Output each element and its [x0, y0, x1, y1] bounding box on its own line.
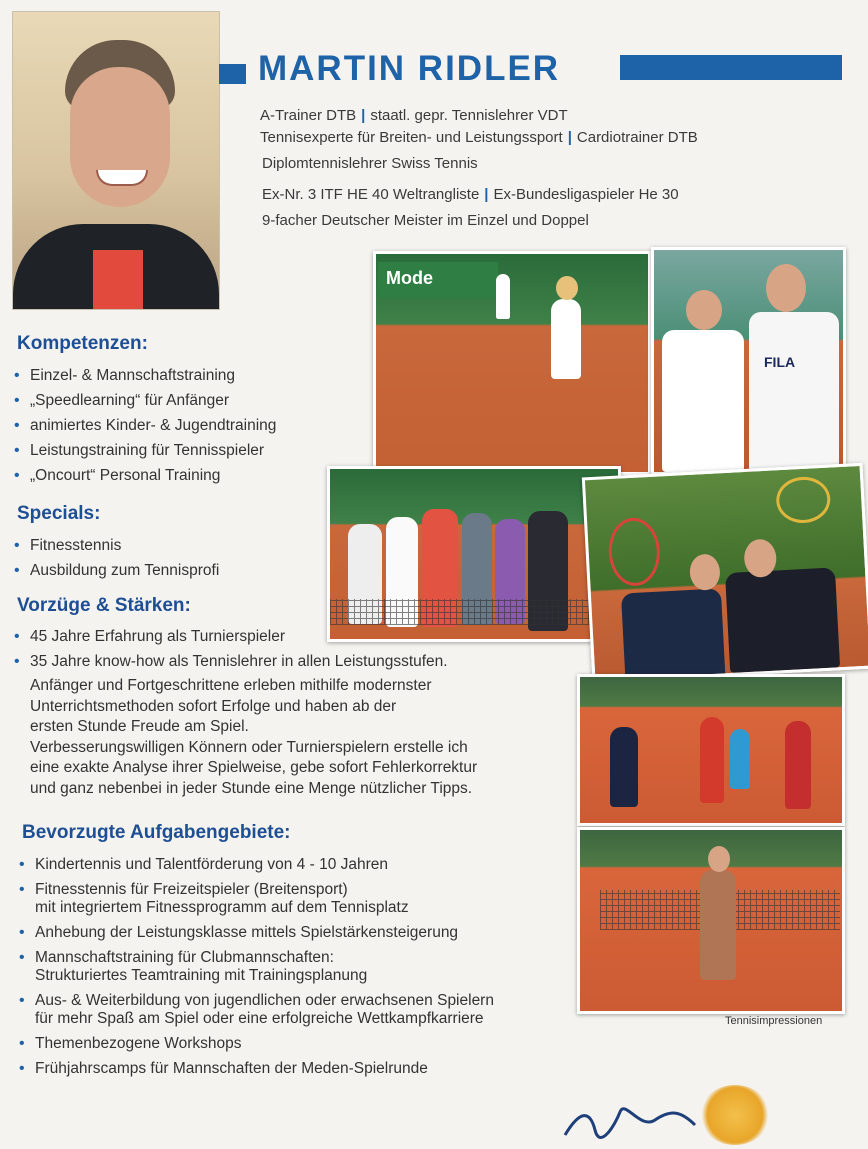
photo-match-play	[373, 251, 651, 475]
photo-group	[327, 466, 621, 642]
list-item: • Aus- & Weiterbildung von jugendlichen oder erwachsenen Spielern für mehr Spaß am Spiel oder eine erfolgreiche Wettkampfkarriere	[17, 992, 494, 1028]
photo-fitness-training	[577, 827, 845, 1014]
kompetenzen-list	[12, 367, 276, 492]
signature-graphic	[560, 1100, 700, 1149]
specials-list	[12, 537, 219, 587]
aufgaben-title: Bevorzugte Aufgabengebiete:	[22, 822, 291, 843]
list-item: • animiertes Kinder- & Jugendtraining	[12, 417, 276, 435]
list-item: • Anhebung der Leistungsklasse mittels Spielstärkensteigerung	[17, 924, 494, 942]
credential-line-3: Diplomtennislehrer Swiss Tennis	[262, 155, 478, 172]
photo-raised-rackets	[582, 463, 868, 683]
list-item: • Kindertennis und Talentförderung von 4 - 10 Jahren	[17, 856, 494, 874]
list-item: • Fitnesstennis	[12, 537, 219, 555]
list-item: • Fitnesstennis für Freizeitspieler (Breitensport) mit integriertem Fitnessprogramm auf dem Tennisplatz	[17, 881, 494, 917]
credential-line-2: Tennisexperte für Breiten- und Leistungssport | Cardiotrainer DTB	[260, 129, 698, 146]
banner-sign: Mode	[378, 262, 498, 298]
photo-kids-training	[577, 674, 845, 826]
list-item: • „Oncourt“ Personal Training	[12, 467, 276, 485]
vorzuege-paragraph: Anfänger und Fortgeschrittene erleben mithilfe modernster Unterrichtsmethoden sofort Erfolge und haben ab der ersten Stunde Freude am Spiel. Verbesserungswilligen Könnern oder Turnierspielern erstelle ich eine exakte Analyse ihrer Spielweise, gebe sofort Fehlerkorrektur und ganz nebenbei in jeder Stunde eine Menge nützlicher Tipps.	[30, 677, 478, 797]
list-item: • Einzel- & Mannschaftstraining	[12, 367, 276, 385]
vorzuege-title: Vorzüge & Stärken:	[17, 595, 191, 616]
list-item: • Mannschaftstraining für Clubmannschaften: Strukturiertes Teamtraining mit Trainingsplanung	[17, 949, 494, 985]
specials-title: Specials:	[17, 503, 101, 524]
shirt-brand-text: FILA	[764, 354, 796, 370]
portrait-photo	[13, 12, 219, 309]
aufgaben-list	[17, 856, 494, 1085]
coach-name: MARTIN RIDLER	[258, 49, 561, 88]
list-item: • Themenbezogene Workshops	[17, 1035, 494, 1053]
list-item: • Ausbildung zum Tennisprofi	[12, 562, 219, 580]
name-accent-bar-left	[219, 64, 246, 84]
photos-caption: Tennisimpressionen	[725, 1015, 823, 1027]
tennis-ball-logo	[700, 1085, 770, 1145]
list-item: • 45 Jahre Erfahrung als Turnierspieler	[12, 628, 448, 646]
kompetenzen-title: Kompetenzen:	[17, 333, 148, 354]
name-accent-bar-right	[620, 55, 842, 80]
list-item: • „Speedlearning“ für Anfänger	[12, 392, 276, 410]
list-item: • Frühjahrscamps für Mannschaften der Meden-Spielrunde	[17, 1060, 494, 1078]
credential-line-1: A-Trainer DTB | staatl. gepr. Tennislehrer VDT	[260, 107, 568, 124]
list-item: • 35 Jahre know-how als Tennislehrer in allen Leistungsstufen.	[12, 653, 448, 671]
credential-line-5: 9-facher Deutscher Meister im Einzel und Doppel	[262, 212, 589, 229]
list-item: • Leistungstraining für Tennisspieler	[12, 442, 276, 460]
photo-two-coaches	[651, 247, 846, 475]
credential-line-4: Ex-Nr. 3 ITF HE 40 Weltrangliste | Ex-Bundesligaspieler He 30	[262, 186, 679, 203]
